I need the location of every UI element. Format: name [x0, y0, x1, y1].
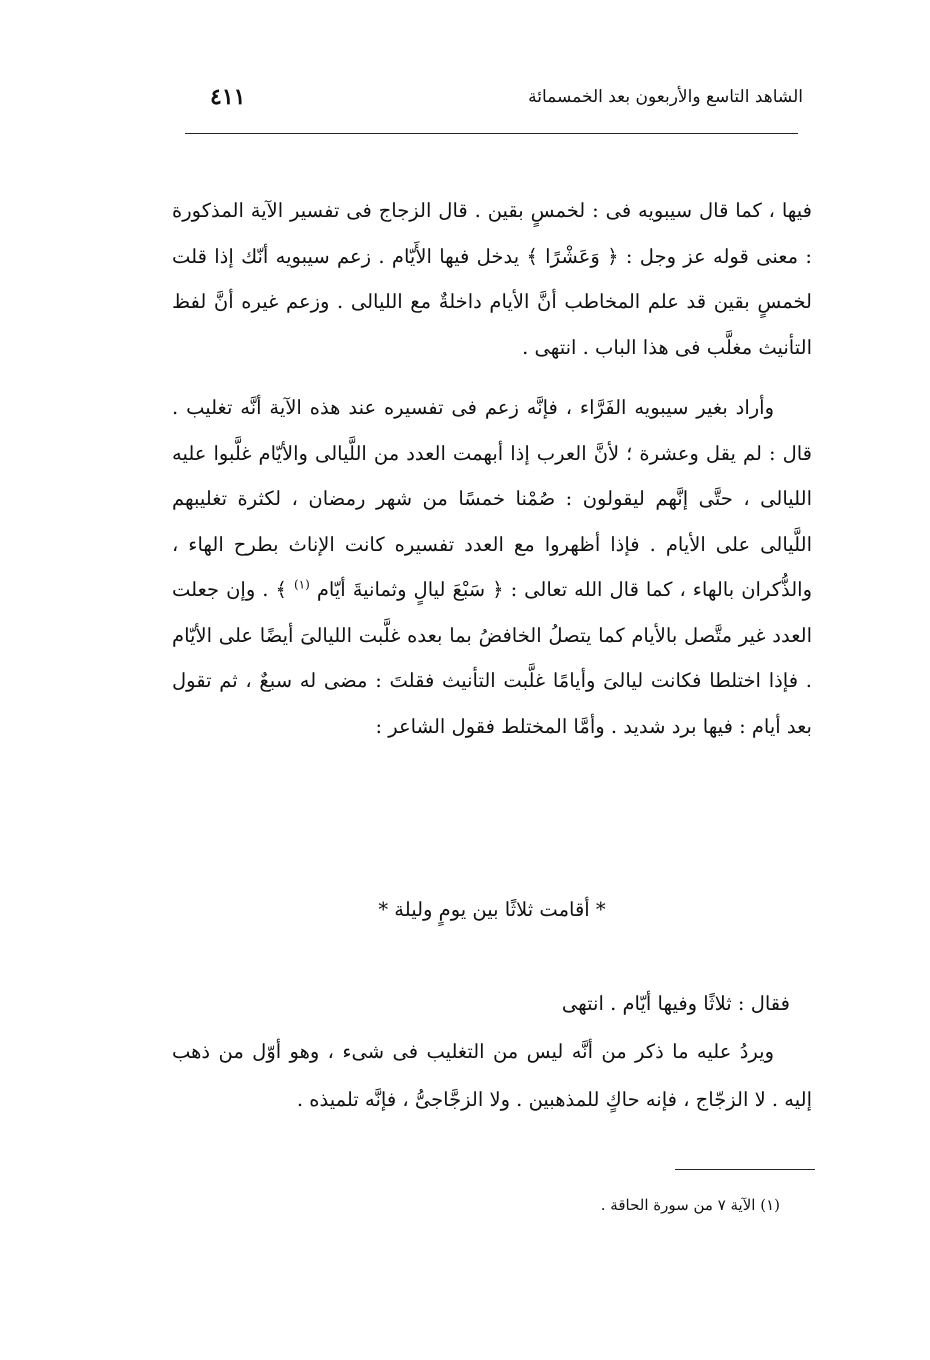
paragraph-2 — [172, 385, 812, 749]
paragraph-4: ويردُ عليه ما ذكر من أنَّه ليس من التغليب فى شىء ، وهو أوّل من ذهب إليه . لا الزجّاج ، فإنه حاكٍ للمذهبين . ولا الزجَّاجىُّ ، فإنَّه تلميذه . — [172, 1040, 812, 1111]
running-title: الشاهد التاسع والأربعون بعد الخمسمائة — [528, 87, 803, 107]
paragraph-1: فيها ، كما قال سيبويه فى : لخمسٍ بقين . قال الزجاج فى تفسير الآية المذكورة : معنى قوله عز وجل : ﴿ وَعَشْرًا ﴾ يدخل فيها الأَيّام . زعم سيبويه أنّك إذا قلت لخمسٍ بقين قد علم المخاطب أنَّ الأيام داخلةٌ مع الليالى . وزعم غيره أنَّ لفظ التأنيث مغلَّب فى هذا الباب . انتهى . — [172, 199, 812, 359]
verse-line: * أقامت ثلاثًا بين يومٍ وليلة * — [378, 898, 606, 921]
paragraph-3: فقال : ثلاثًا وفيها أيّام . انتهى — [561, 992, 790, 1015]
footnote-marker: (١) — [293, 577, 310, 592]
header-rule — [185, 133, 798, 134]
page-number: ٤١١ — [210, 84, 246, 110]
main-text — [172, 188, 812, 749]
paragraph-2-part-1: وأراد بغير سيبويه الفَرَّاء ، فإنَّه زعم فى تفسيره عند هذه الآية أنَّه تغليب . قال : لم يقل وعشرة ؛ لأنَّ العرب إذا أبهمت العدد من اللَّيالى والأيّام غلَّبوا عليه الليالى ، حتَّى إنَّهم ليقولون : صُمْنا خمسًا من شهر رمضان ، لكثرة تغليبهم اللَّيالى على الأيام . فإذا أظهروا مع العدد تفسيره كانت الإناث بطرح الهاء ، والذُّكران بالهاء ، كما قال الله تعالى : ﴿ سَبْعَ ليالٍ وثمانيةَ أيّام — [172, 396, 812, 601]
footnote: (١) الآية ٧ من سورة الحاقة . — [600, 1196, 780, 1214]
closing-text — [172, 980, 812, 1124]
footnote-rule — [675, 1169, 815, 1170]
running-head — [185, 82, 803, 112]
paragraph-2-part-2: ﴾ . وإن جعلت العدد غير متَّصل بالأيام كما يتصلُ الخافضُ بما بعده غلَّبت الليالىَ أيضًا على الأيّام . فإذا اختلطا فكانت ليالىَ وأيامًا غلَّبت التأنيث فقلتَ : مضى له سبعٌ ، ثم تقول بعد أيام : فيها برد شديد . وأمَّا المختلط فقول الشاعر : — [172, 578, 812, 738]
